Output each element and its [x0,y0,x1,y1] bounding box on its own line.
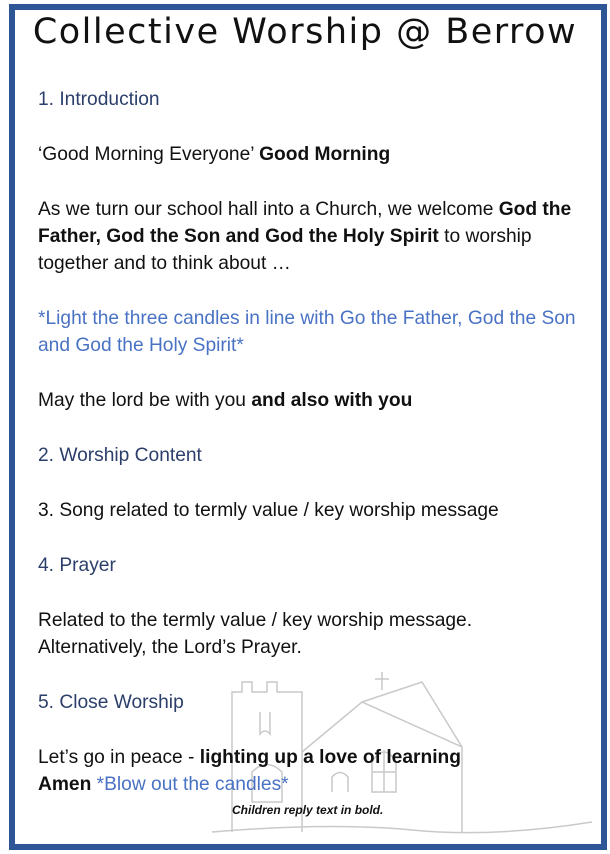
section-heading-worship-content: 2. Worship Content [38,445,202,466]
page-title: Collective Worship @ Berrow [32,12,578,52]
welcome-lead-text: As we turn our school hall into a Church, we welcome [38,199,499,220]
section-heading-close-worship: 5. Close Worship [38,692,184,713]
amen-text: Amen [38,774,92,795]
greeting-reply-text: Good Morning [259,144,391,165]
song-item: 3. Song related to termly value / key worship message [38,500,499,521]
peace-reply-text: lighting up a love of learning [199,747,461,768]
amen-line [38,771,588,798]
welcome-bold-text: God the Father, God the Son and God the Holy Spirit [38,199,572,247]
peace-lead-text: Let’s go in peace - [38,747,200,768]
lord-reply-text: and also with you [251,390,413,411]
lord-lead-text: May the lord be with you [38,390,252,411]
candles-instruction: *Light the three candles in line with Go the Father, God the Son and God the Holy Spirit* [38,308,576,356]
blow-out-instruction: *Blow out the candles* [91,774,289,795]
welcome-paragraph [38,196,588,277]
greeting-line [38,141,588,168]
section-heading-introduction: 1. Introduction [38,89,160,110]
section-heading-prayer: 4. Prayer [38,555,116,576]
greeting-leader-text: ‘Good Morning Everyone’ [38,144,260,165]
prayer-text-line-2: Alternatively, the Lord’s Prayer. [38,637,302,658]
lord-response-line [38,387,588,414]
worship-order-body [38,86,588,798]
peace-line [38,744,588,771]
welcome-tail-text: to worship together and to think about … [38,226,532,274]
prayer-text-line-1: Related to the termly value / key worship message. [38,610,473,631]
footer-note: Children reply text in bold. [232,803,384,817]
